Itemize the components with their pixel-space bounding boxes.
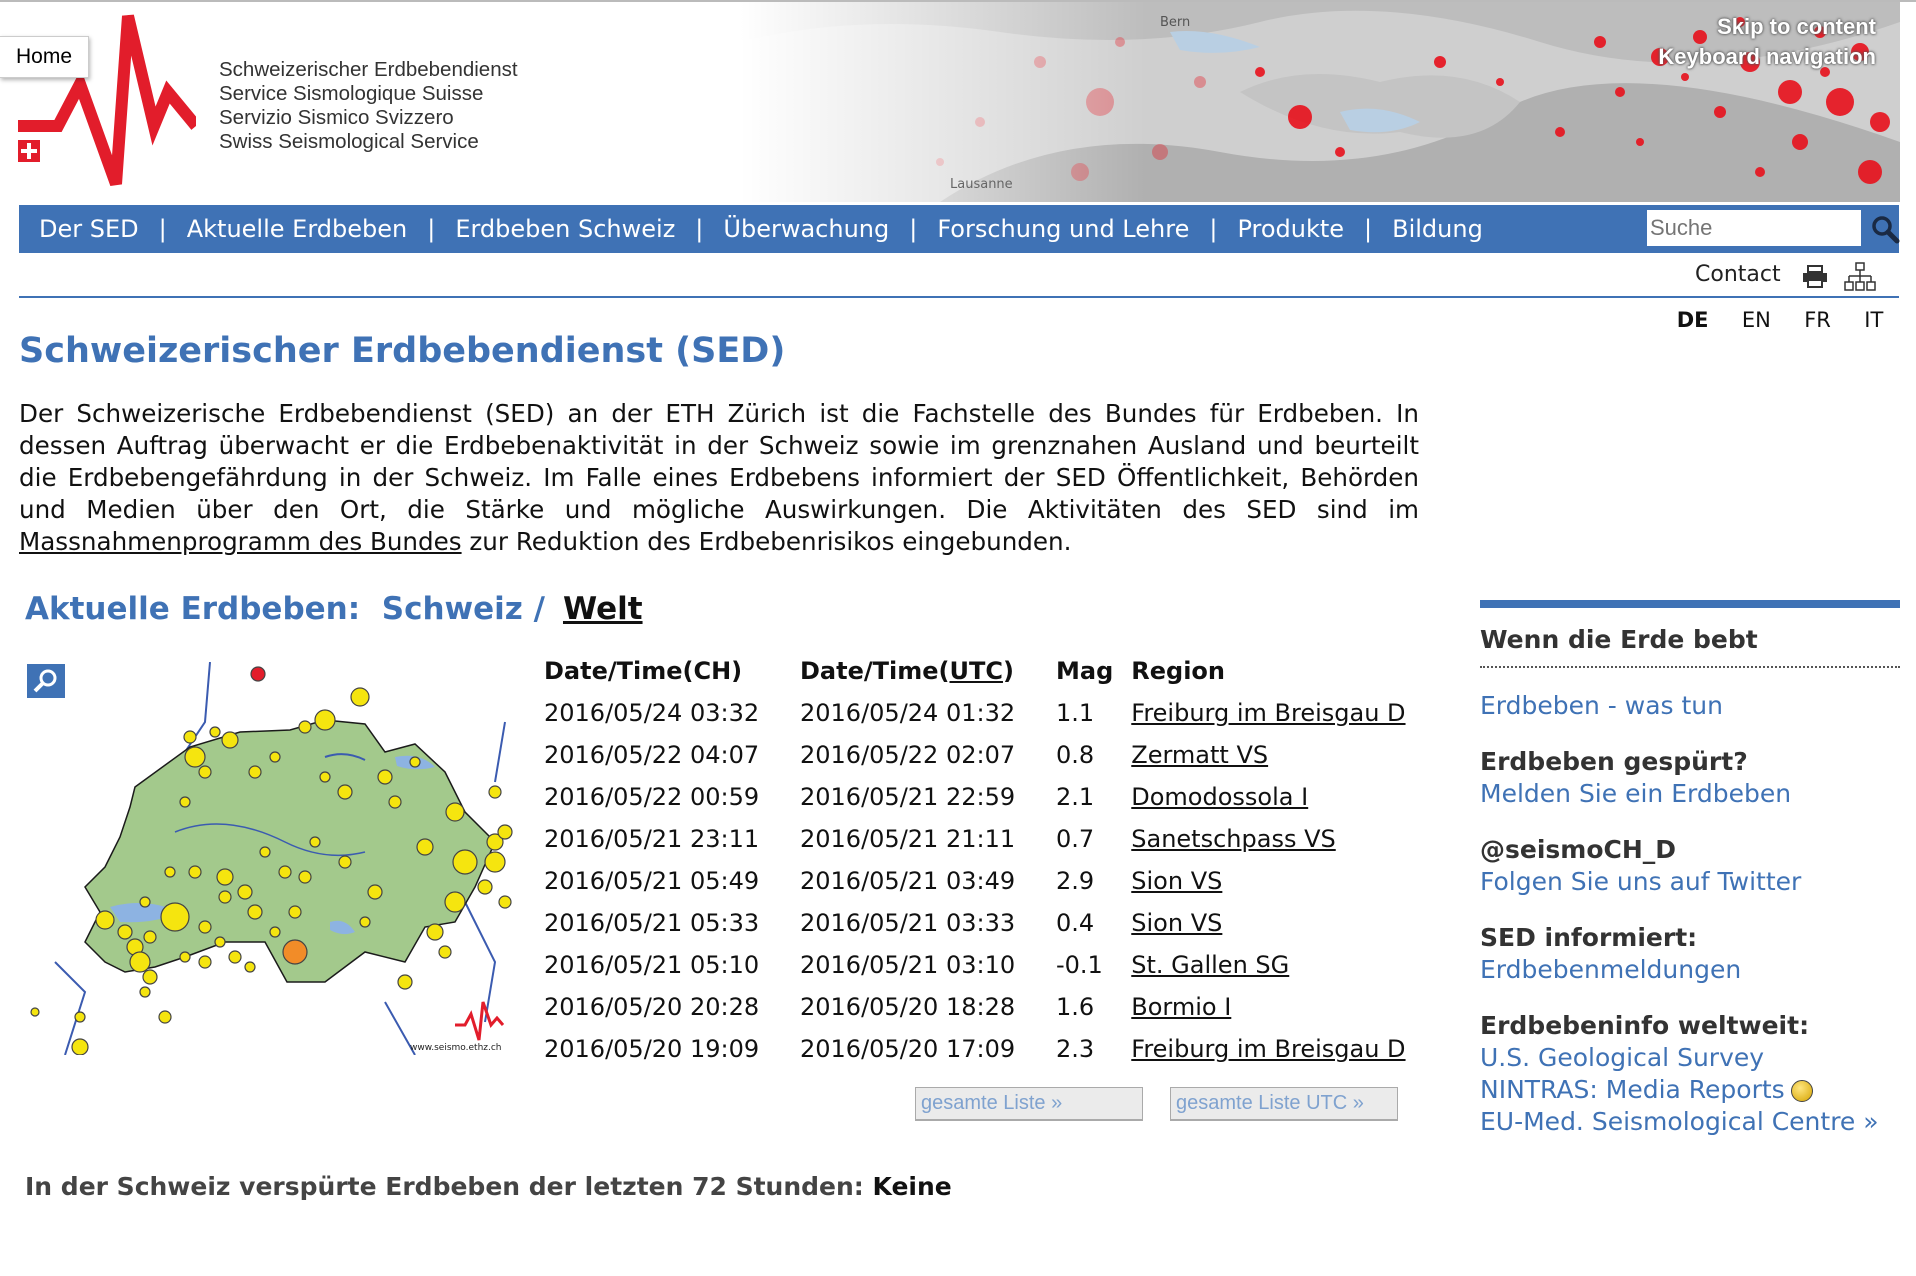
- search-input[interactable]: [1647, 210, 1879, 246]
- full-list-utc-button[interactable]: gesamte Liste UTC »: [1170, 1087, 1398, 1121]
- sidebar-accent-bar: [1480, 600, 1900, 608]
- felt-quakes-label: In der Schweiz verspürte Erdbeben der letzten 72 Stunden:: [25, 1172, 864, 1201]
- col-header-time-ch: Date/Time(CH): [544, 657, 743, 685]
- main-navigation: [19, 205, 1899, 253]
- mag-cell: 1.6: [1056, 993, 1095, 1021]
- intro-text: Der Schweizerische Erdbebendienst (SED) an der ETH Zürich ist die Fachstelle des Bundes für Erdbeben. In dessen Auftrag überwacht er die Erdbebenaktivität in der Schweiz sowie im grenznahen Ausland und beurteilt die Erdbebengefährdung in der Schweiz. Im Falle eines Erdbebens informiert der SED Öffentlichkeit, Behörden und Medien über den Ort, die Stärke und mögliche Auswirkungen. Die Aktivitäten des SED sind im: [19, 399, 1419, 524]
- mag-cell: 0.4: [1056, 909, 1095, 937]
- nav-item-der-sed[interactable]: Der SED: [39, 215, 139, 243]
- time-utc-cell: 2016/05/21 21:11: [800, 825, 1016, 853]
- org-name-de: Schweizerischer Erdbebendienst: [219, 58, 518, 81]
- usgs-link[interactable]: U.S. Geological Survey: [1480, 1043, 1765, 1072]
- nav-separator: |: [158, 215, 167, 243]
- region-link[interactable]: Sanetschpass VS: [1131, 825, 1336, 853]
- table-header-row: [536, 650, 1416, 692]
- map-label-city-2: Lausanne: [950, 177, 1013, 192]
- informs-block: [1480, 922, 1910, 986]
- skip-links: [1658, 12, 1876, 72]
- time-utc-cell: 2016/05/21 22:59: [800, 783, 1016, 811]
- report-quake-link[interactable]: Melden Sie ein Erdbeben: [1480, 779, 1792, 808]
- table-row: [536, 860, 1416, 902]
- quake-reports-link[interactable]: Erdbebenmeldungen: [1480, 955, 1742, 984]
- nav-item-erdbeben-schweiz[interactable]: Erdbeben Schweiz: [455, 215, 676, 243]
- col-header-region: Region: [1131, 657, 1226, 685]
- lang-it[interactable]: IT: [1864, 308, 1884, 332]
- nav-item-forschung-und-lehre[interactable]: Forschung und Lehre: [937, 215, 1190, 243]
- time-ch-cell: 2016/05/22 04:07: [544, 741, 760, 769]
- lang-en[interactable]: EN: [1741, 308, 1771, 332]
- sitemap-icon[interactable]: [1844, 262, 1876, 292]
- lang-fr[interactable]: FR: [1804, 308, 1831, 332]
- nintras-link[interactable]: NINTRAS: Media Reports: [1480, 1075, 1785, 1104]
- nav-item-ueberwachung[interactable]: Überwachung: [723, 215, 890, 243]
- time-utc-cell: 2016/05/22 02:07: [800, 741, 1016, 769]
- col-header-mag: Mag: [1056, 657, 1114, 685]
- table-row: [536, 986, 1416, 1028]
- time-utc-cell: 2016/05/24 01:32: [800, 699, 1016, 727]
- twitter-heading: @seismoCH_D: [1480, 835, 1677, 864]
- tab-schweiz[interactable]: Schweiz: [381, 591, 523, 627]
- time-utc-cell: 2016/05/21 03:33: [800, 909, 1016, 937]
- language-switcher: [1660, 308, 1900, 332]
- keyboard-navigation-link[interactable]: Keyboard navigation: [1658, 44, 1876, 69]
- region-link[interactable]: St. Gallen SG: [1131, 951, 1290, 979]
- search-icon: [1867, 211, 1903, 247]
- feed-icon: [1791, 1080, 1813, 1102]
- org-name-fr: Service Sismologique Suisse: [219, 82, 484, 105]
- time-ch-cell: 2016/05/20 19:09: [544, 1035, 760, 1063]
- felt-quakes-value: Keine: [872, 1172, 952, 1201]
- col-header-time-utc-prefix: Date/Time(: [800, 657, 950, 685]
- mag-cell: 0.7: [1056, 825, 1095, 853]
- col-header-time-utc: [792, 650, 1048, 692]
- org-name-en: Swiss Seismological Service: [219, 130, 479, 153]
- mag-cell: 2.9: [1056, 867, 1095, 895]
- time-ch-cell: 2016/05/22 00:59: [544, 783, 760, 811]
- mag-cell: 2.3: [1056, 1035, 1095, 1063]
- nav-item-aktuelle-erdbeben[interactable]: Aktuelle Erdbeben: [186, 215, 408, 243]
- mag-cell: -0.1: [1056, 951, 1103, 979]
- nav-separator: |: [427, 215, 436, 243]
- twitter-block: [1480, 834, 1910, 898]
- map-credit: www.seismo.ethz.ch: [410, 1043, 502, 1053]
- table-row: [536, 776, 1416, 818]
- lang-de[interactable]: DE: [1676, 308, 1709, 332]
- region-link[interactable]: Zermatt VS: [1131, 741, 1269, 769]
- mag-cell: 0.8: [1056, 741, 1095, 769]
- utility-divider: [19, 296, 1899, 298]
- world-block: [1480, 1010, 1910, 1138]
- site-header: [0, 0, 1916, 205]
- table-row: [536, 734, 1416, 776]
- print-icon[interactable]: [1802, 265, 1828, 289]
- intro-text-end: zur Reduktion des Erdbebenrisikos eingebunden.: [461, 527, 1072, 556]
- current-quakes-heading: [25, 591, 643, 627]
- full-list-button[interactable]: gesamte Liste »: [915, 1087, 1143, 1121]
- skip-to-content-link[interactable]: Skip to content: [1717, 14, 1876, 39]
- time-utc-cell: 2016/05/21 03:10: [800, 951, 1016, 979]
- sidebar-title: Wenn die Erde bebt: [1480, 625, 1900, 668]
- table-row: [536, 944, 1416, 986]
- nav-item-produkte[interactable]: Produkte: [1237, 215, 1345, 243]
- time-utc-cell: 2016/05/21 03:49: [800, 867, 1016, 895]
- region-link[interactable]: Sion VS: [1131, 867, 1223, 895]
- time-ch-cell: 2016/05/20 20:28: [544, 993, 760, 1021]
- search-button[interactable]: [1861, 210, 1897, 246]
- mag-cell: 2.1: [1056, 783, 1095, 811]
- nav-separator: |: [1364, 215, 1373, 243]
- region-link[interactable]: Domodossola I: [1131, 783, 1309, 811]
- time-utc-cell: 2016/05/20 18:28: [800, 993, 1016, 1021]
- region-link[interactable]: Freiburg im Breisgau D: [1131, 699, 1406, 727]
- intro-paragraph: [19, 398, 1419, 558]
- table-row: [536, 818, 1416, 860]
- table-row: [536, 902, 1416, 944]
- informs-heading: SED informiert:: [1480, 923, 1698, 952]
- table-row: [536, 692, 1416, 734]
- emsc-link[interactable]: EU-Med. Seismological Centre »: [1480, 1107, 1879, 1136]
- felt-heading: Erdbeben gespürt?: [1480, 747, 1748, 776]
- heading-slash: /: [533, 591, 545, 627]
- nav-separator: |: [1209, 215, 1218, 243]
- region-link[interactable]: Sion VS: [1131, 909, 1223, 937]
- zoom-icon: [27, 664, 65, 698]
- org-names: [219, 58, 518, 154]
- quake-table: [536, 650, 1416, 1070]
- time-ch-cell: 2016/05/21 23:11: [544, 825, 760, 853]
- col-header-time-utc-suffix: ): [1002, 657, 1014, 685]
- felt-block: [1480, 746, 1910, 810]
- swiss-quake-map[interactable]: [25, 662, 527, 1055]
- nav-separator: |: [909, 215, 918, 243]
- utc-link[interactable]: UTC: [949, 657, 1003, 685]
- current-quakes-label: Aktuelle Erdbeben:: [25, 591, 361, 627]
- tab-welt[interactable]: Welt: [562, 591, 643, 627]
- map-label-city-1: Bern: [1160, 15, 1191, 30]
- time-utc-cell: 2016/05/20 17:09: [800, 1035, 1016, 1063]
- time-ch-cell: 2016/05/21 05:10: [544, 951, 760, 979]
- org-name-it: Servizio Sismico Svizzero: [219, 106, 454, 129]
- nav-separator: |: [695, 215, 704, 243]
- felt-quakes-line: [25, 1172, 952, 1201]
- home-tab[interactable]: Home: [0, 36, 89, 78]
- twitter-link[interactable]: Folgen Sie uns auf Twitter: [1480, 867, 1802, 896]
- table-row: [536, 1028, 1416, 1070]
- time-ch-cell: 2016/05/21 05:33: [544, 909, 760, 937]
- what-to-do-link[interactable]: Erdbeben - was tun: [1480, 691, 1723, 720]
- page-title: Schweizerischer Erdbebendienst (SED): [19, 331, 786, 371]
- region-link[interactable]: Bormio I: [1131, 993, 1232, 1021]
- region-link[interactable]: Freiburg im Breisgau D: [1131, 1035, 1406, 1063]
- world-heading: Erdbebeninfo weltweit:: [1480, 1011, 1810, 1040]
- massnahmenprogramm-link[interactable]: Massnahmenprogramm des Bundes: [19, 527, 462, 556]
- contact-link[interactable]: Contact: [1695, 262, 1781, 287]
- nav-item-bildung[interactable]: Bildung: [1392, 215, 1483, 243]
- mag-cell: 1.1: [1056, 699, 1095, 727]
- time-ch-cell: 2016/05/24 03:32: [544, 699, 760, 727]
- time-ch-cell: 2016/05/21 05:49: [544, 867, 760, 895]
